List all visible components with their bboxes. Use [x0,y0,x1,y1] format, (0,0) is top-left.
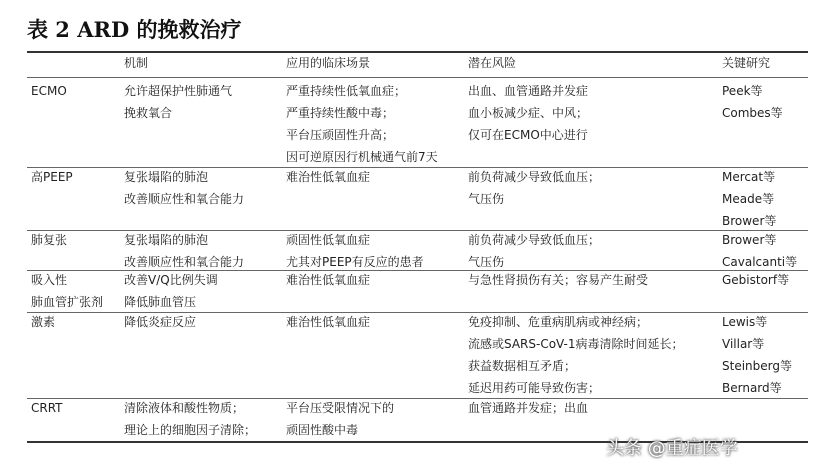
header-rule [27,77,808,78]
header-scenario: 应用的临床场景 [286,56,371,70]
row-risk: 前负荷减少导致低血压； 气压伤 [468,233,601,269]
row-scenario: 严重持续性低氧血症； 严重持续性酸中毒； 平台压顽固性升高； 因可逆原因行机械通气前7天 [286,84,438,164]
row-risk: 与急性肾损伤有关；容易产生耐受 [468,273,649,287]
table-title: 表 2 ARD 的挽救治疗 [27,17,242,42]
row-mechanism: 允许超保护性肺通气 挽救氧合 [124,84,233,120]
row-mechanism: 复张塌陷的肺泡 改善顺应性和氧合能力 [124,233,245,269]
row-risk: 出血、血管通路并发症 血小板减少症、中风； 仅可在ECMO中心进行 [468,84,589,142]
row-risk: 前负荷减少导致低血压； 气压伤 [468,170,601,206]
row-name: 激素 [31,315,56,329]
row-scenario: 难治性低氧血症 [286,170,371,184]
row-study: Lewis等 Villar等 Steinberg等 Bernard等 [722,315,792,395]
row-scenario: 难治性低氧血症 [286,273,371,287]
header-mechanism: 机制 [124,56,149,70]
row-scenario: 顽固性低氧血症 尤其对PEEP有反应的患者 [286,233,424,269]
row-study: Gebistorf等 [722,273,790,287]
watermark-text: 头条 @重症医学 [606,438,738,459]
row-mechanism: 清除液体和酸性物质； 理论上的细胞因子清除； [124,401,257,437]
row-name: CRRT [31,401,63,415]
row-mechanism: 复张塌陷的肺泡 改善顺应性和氧合能力 [124,170,245,206]
row-mechanism: 降低炎症反应 [124,315,197,329]
row-name: ECMO [31,84,67,98]
row-scenario: 平台压受限情况下的 顽固性酸中毒 [286,401,395,437]
row-scenario: 难治性低氧血症 [286,315,371,329]
row-risk: 免疫抑制、危重病肌病或神经病； 流感或SARS-CoV-1病毒清除时间延长； 获益数据相互矛盾； 延迟用药可能导致伤害； [468,315,684,395]
row-name: 高PEEP [31,170,73,184]
header-study: 关键研究 [722,56,771,70]
row-name: 吸入性 肺血管扩张剂 [31,273,104,309]
row-study: Mercat等 Meade等 Brower等 [722,170,777,228]
row-study: Brower等 Cavalcanti等 [722,233,798,269]
row-mechanism: 改善V/Q比例失调 降低肺血管压 [124,273,218,309]
row-study: Peek等 Combes等 [722,84,783,120]
row-risk: 血管通路并发症；出血 [468,401,589,415]
header-risk: 潜在风险 [468,56,517,70]
row-name: 肺复张 [31,233,68,247]
